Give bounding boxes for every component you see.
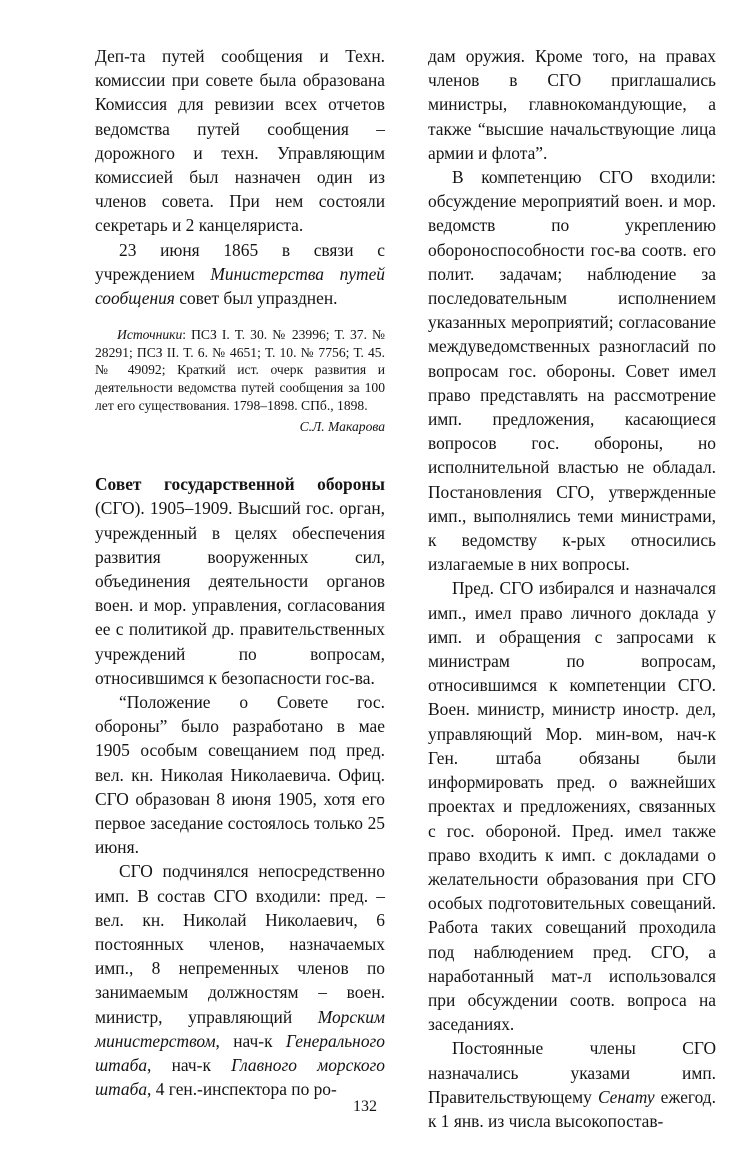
entry-paragraph: Совет государственной обороны (СГО). 1905–1909. Высший гос. орган, учрежденный в целях обеспечения развития вооруженных сил, объединения деятельности органов воен. и мор. управления, согласования ее с политикой др. правительственных учреждений по вопросам, относившимся к безопасности гос-ва. xyxy=(95,474,385,688)
paragraph: 23 июня 1865 в связи с учреждением Министерства путей сообщения совет был упразднен. xyxy=(95,239,385,309)
cross-reference: Министерства путей сообщения xyxy=(95,263,385,309)
paragraph: Постоянные члены СГО назначались указами имп. Правительствующему Сенату ежегод. к 1 янв. из числа высокопостав- xyxy=(428,1038,716,1131)
paragraph: Деп-та путей сообщения и Техн. комиссии при совете была образована Комиссия для ревизии всех отчетов ведомства путей сообщения – дорожного и техн. Управляющим комиссией был назначен один из членов совета. При нем состояли секретарь и 2 канцеляриста. xyxy=(95,46,385,236)
paragraph: дам оружия. Кроме того, на правах членов в СГО приглашались министры, главнокомандующие, а также “высшие начальствующие лица армии и флота”. xyxy=(428,46,716,163)
page-number: 132 xyxy=(353,1098,377,1115)
cross-reference: Морским министерством xyxy=(95,1006,385,1051)
cross-reference: Сенату xyxy=(597,1086,655,1107)
right-column xyxy=(428,44,716,1133)
author-signature: С.Л. Макарова xyxy=(299,419,385,435)
entry-title: Совет государственной обороны xyxy=(95,474,385,495)
paragraph: Пред. СГО избирался и назначался имп., имел право личного доклада у имп. и обращения с запросами к министрам по вопросам, относившимся к компетенции СГО. Воен. министр, министр иностр. дел, управляющий Мор. мин-вом, нач-к Ген. штаба обязаны были информировать пред. о важнейших проектах и предложениях, связанных с гос. обороной. Пред. имел также право входить к имп. с докладами о желательности образования при СГО особых подготовительных совещаний. Работа таких совещаний проходила под наблюдением пред. СГО, а наработанный мат-л использовался при обсуждении соотв. вопроса на заседаниях. xyxy=(428,578,716,1035)
left-column xyxy=(95,44,385,1101)
sources-label: Источники xyxy=(117,327,183,343)
cross-reference: Главного морского штаба xyxy=(95,1055,385,1100)
paragraph: СГО подчинялся непосредственно имп. В состав СГО входили: пред. – вел. кн. Николай Николаевич, 6 постоянных членов, назначаемых имп., 8 непременных членов по занимаемым должностям – воен. министр, управляющий Морским министерством, нач-к Генерального штаба, нач-к Главного морского штаба, 4 ген.-инспектора по ро- xyxy=(95,861,385,1100)
paragraph: В компетенцию СГО входили: обсуждение мероприятий воен. и мор. ведомств по укреплению обороноспособности гос-ва соотв. его полит. задачам; наблюдение за последовательным исполнением указанных мероприятий; согласование междуведомственных разногласий по вопросам гос. обороны. Совет имел право представлять на рассмотрение имп. предложения, касающиеся вопросов гос. обороны, но исполнительной властью не обладал. Постановления СГО, утвержденные имп., выполнялись теми министрами, к ведомству к-рых относились излагаемые в них вопросы. xyxy=(428,167,716,575)
sources-note: Источники: ПСЗ I. Т. 30. № 23996; Т. 37. № 28291; ПСЗ II. Т. 6. № 4651; Т. 10. № 7756; Т. 45. № 49092; Краткий ист. очерк развития и деятельности ведомства путей сообщения за 100 лет его существования. 1798–1898. СПб., 1898. xyxy=(95,327,385,413)
paragraph: “Положение о Совете гос. обороны” было разработано в мае 1905 особым совещанием под пред. вел. кн. Николая Николаевича. Офиц. СГО образован 8 июня 1905, хотя его первое заседание состоялось только 25 июня. xyxy=(95,692,385,858)
cross-reference: Генерального штаба xyxy=(95,1030,385,1076)
